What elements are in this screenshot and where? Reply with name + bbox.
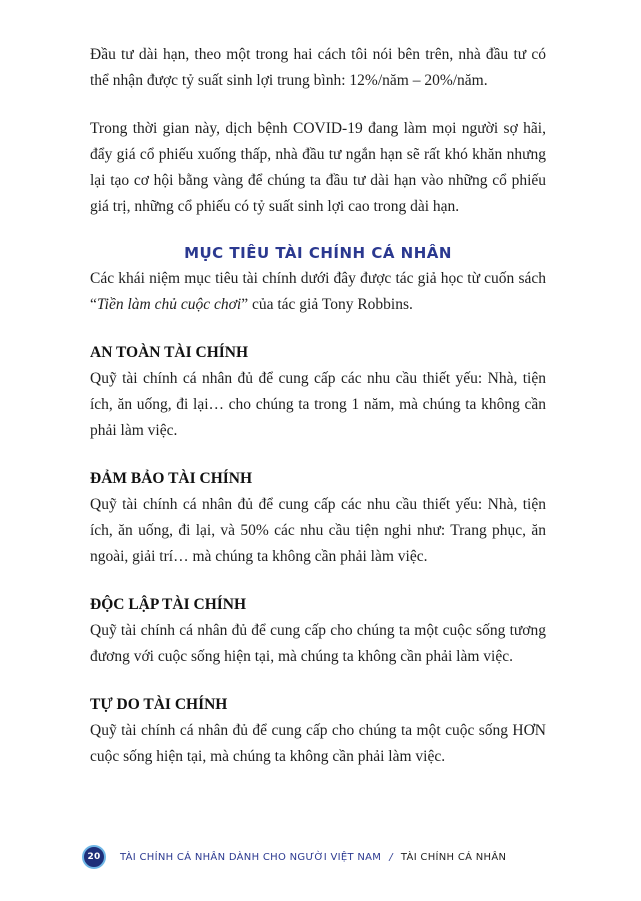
page-footer xyxy=(82,845,506,869)
footer-book-title: TÀI CHÍNH CÁ NHÂN DÀNH CHO NGƯỜI VIỆT NAM xyxy=(120,851,382,863)
goal-body-security: Quỹ tài chính cá nhân đủ để cung cấp các nhu cầu thiết yếu: Nhà, tiện ích, ăn uống, đi lại, và 50% các nhu cầu tiện nghi như: Trang phục, ăn ngoài, giải trí… mà chúng ta không cần phải làm việc. xyxy=(90,496,546,565)
footer-separator: / xyxy=(389,851,393,863)
goal-heading-safety: AN TOÀN TÀI CHÍNH xyxy=(90,344,249,361)
intro-after: ” của tác giả Tony Robbins. xyxy=(241,296,413,313)
paragraph-long-term-return: Đầu tư dài hạn, theo một trong hai cách tôi nói bên trên, nhà đầu tư có thể nhận được tỷ suất sinh lợi trung bình: 12%/năm – 20%/năm. xyxy=(90,46,546,89)
section-title: MỤC TIÊU TÀI CHÍNH CÁ NHÂN xyxy=(184,244,452,262)
goal-body-independence: Quỹ tài chính cá nhân đủ để cung cấp cho chúng ta một cuộc sống tương đương với cuộc sống hiện tại, mà chúng ta không cần phải làm việc. xyxy=(90,622,546,665)
goal-heading-freedom: TỰ DO TÀI CHÍNH xyxy=(90,696,228,713)
intro-before: Các khái niệm mục tiêu tài chính dưới đây được tác giả học từ cuốn sách “ xyxy=(90,270,546,313)
page-content xyxy=(90,42,546,770)
goal-body-freedom: Quỹ tài chính cá nhân đủ để cung cấp cho chúng ta một cuộc sống HƠN cuộc sống hiện tại, mà chúng ta không cần phải làm việc. xyxy=(90,722,546,765)
paragraph-covid: Trong thời gian này, dịch bệnh COVID-19 đang làm mọi người sợ hãi, đẩy giá cổ phiếu xuống thấp, nhà đầu tư ngắn hạn sẽ rất khó khăn nhưng lại tạo cơ hội bằng vàng để chúng ta đầu tư dài hạn vào những cổ phiếu giá trị, những cổ phiếu có tỷ suất sinh lợi cao trong dài hạn. xyxy=(90,120,546,215)
page-number-badge: 20 xyxy=(82,845,106,869)
footer-chapter: TÀI CHÍNH CÁ NHÂN xyxy=(400,851,507,863)
goal-heading-security: ĐẢM BẢO TÀI CHÍNH xyxy=(90,470,253,487)
section-intro xyxy=(90,266,546,318)
goal-heading-independence: ĐỘC LẬP TÀI CHÍNH xyxy=(90,596,247,613)
book-title-citation: Tiền làm chủ cuộc chơi xyxy=(96,296,242,313)
goal-body-safety: Quỹ tài chính cá nhân đủ để cung cấp các nhu cầu thiết yếu: Nhà, tiện ích, ăn uống, đi lại… cho chúng ta trong 1 năm, mà chúng ta không cần phải làm việc. xyxy=(90,370,546,439)
